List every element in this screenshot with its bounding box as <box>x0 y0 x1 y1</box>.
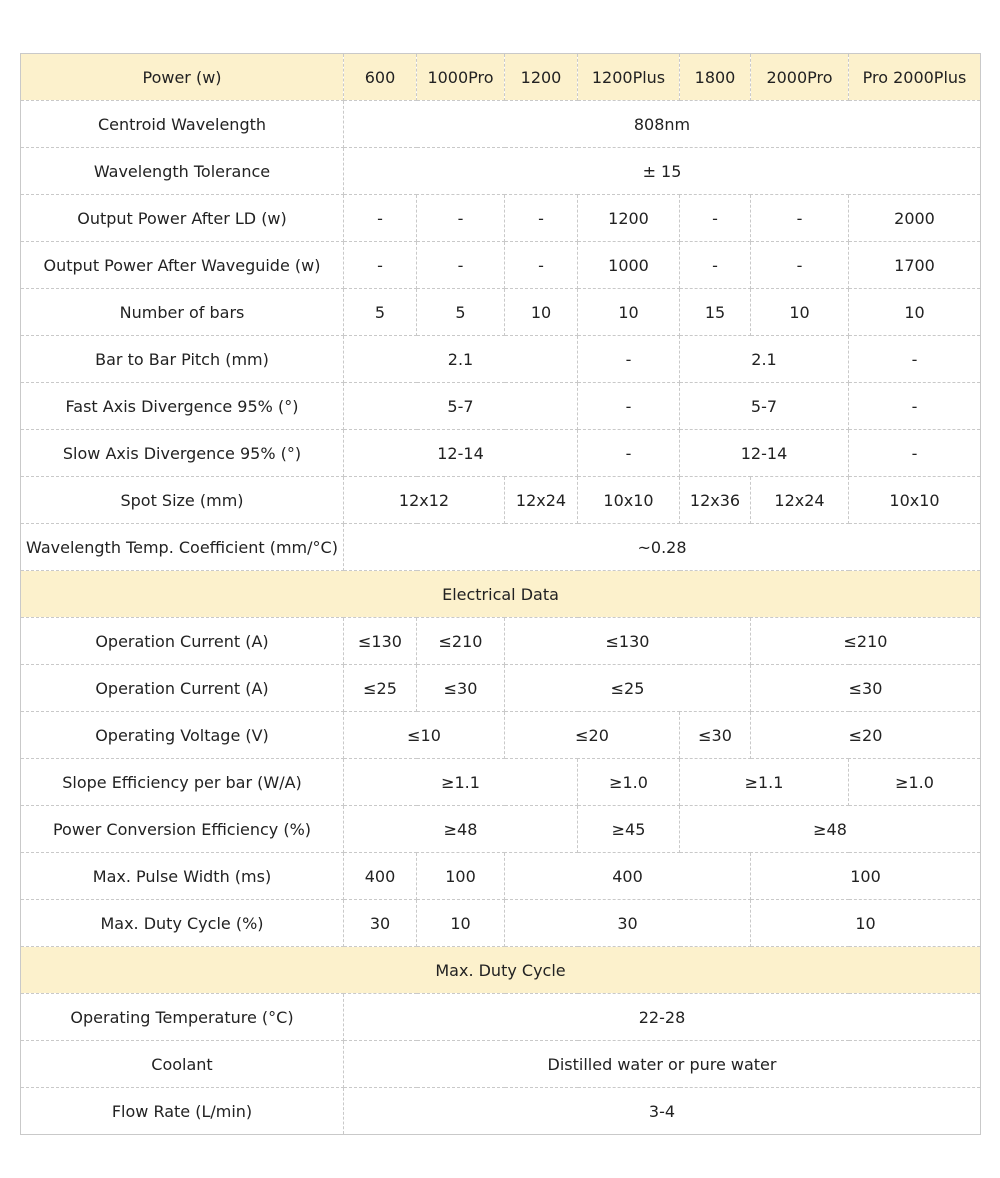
row-label: Slope Efficiency per bar (W/A) <box>21 759 344 806</box>
value-cell: 12x36 <box>680 477 751 524</box>
electrical-row <box>21 900 981 947</box>
value-cell: ≤25 <box>344 665 417 712</box>
value-cell: 10 <box>578 289 680 336</box>
optical-row <box>21 336 981 383</box>
optical-row <box>21 148 981 195</box>
row-label: Centroid Wavelength <box>21 101 344 148</box>
value-cell: 400 <box>505 853 751 900</box>
optical-row <box>21 289 981 336</box>
electrical-row <box>21 618 981 665</box>
spec-table-container <box>20 53 980 1135</box>
value-cell: 5-7 <box>344 383 578 430</box>
value-cell: - <box>578 336 680 383</box>
value-cell: ≤30 <box>680 712 751 759</box>
value-cell: 5 <box>417 289 505 336</box>
value-cell: ≤30 <box>417 665 505 712</box>
value-cell: 1000 <box>578 242 680 289</box>
value-cell: 1700 <box>849 242 981 289</box>
cooling-row <box>21 1088 981 1135</box>
value-cell: - <box>344 195 417 242</box>
header-label: Power (w) <box>21 54 344 101</box>
optical-row <box>21 477 981 524</box>
value-cell: 400 <box>344 853 417 900</box>
value-cell: 10 <box>505 289 578 336</box>
value-cell: - <box>849 336 981 383</box>
row-label: Output Power After Waveguide (w) <box>21 242 344 289</box>
value-cell: ≤20 <box>505 712 680 759</box>
value-cell: ≤130 <box>344 618 417 665</box>
value-cell: ≤10 <box>344 712 505 759</box>
model-2000pro: 2000Pro <box>751 54 849 101</box>
cooling-section-row <box>21 947 981 994</box>
optical-row <box>21 195 981 242</box>
cooling-section-title: Max. Duty Cycle <box>21 947 981 994</box>
value-cell: - <box>578 383 680 430</box>
value-cell: 100 <box>417 853 505 900</box>
row-label: Coolant <box>21 1041 344 1088</box>
value-cell: 15 <box>680 289 751 336</box>
row-label: Max. Duty Cycle (%) <box>21 900 344 947</box>
value-cell: ≥1.1 <box>680 759 849 806</box>
value-cell: - <box>417 242 505 289</box>
row-label: Slow Axis Divergence 95% (°) <box>21 430 344 477</box>
value-cell: 5-7 <box>680 383 849 430</box>
row-label: Fast Axis Divergence 95% (°) <box>21 383 344 430</box>
row-label: Operation Current (A) <box>21 665 344 712</box>
row-label: Power Conversion Efficiency (%) <box>21 806 344 853</box>
value-cell: - <box>505 242 578 289</box>
value-cell: ~0.28 <box>344 524 981 571</box>
value-cell: 12x12 <box>344 477 505 524</box>
value-cell: ≥1.0 <box>849 759 981 806</box>
model-1000pro: 1000Pro <box>417 54 505 101</box>
value-cell: 10 <box>751 289 849 336</box>
value-cell: ≤210 <box>751 618 981 665</box>
value-cell: - <box>344 242 417 289</box>
model-1800: 1800 <box>680 54 751 101</box>
model-600: 600 <box>344 54 417 101</box>
electrical-row <box>21 712 981 759</box>
value-cell: 10 <box>417 900 505 947</box>
value-cell: - <box>578 430 680 477</box>
row-label: Bar to Bar Pitch (mm) <box>21 336 344 383</box>
spec-table-body <box>21 54 981 1135</box>
value-cell: ≤210 <box>417 618 505 665</box>
value-cell: 10 <box>751 900 981 947</box>
electrical-row <box>21 665 981 712</box>
electrical-section-row <box>21 571 981 618</box>
electrical-section-title: Electrical Data <box>21 571 981 618</box>
value-cell: 10x10 <box>849 477 981 524</box>
value-cell: - <box>751 242 849 289</box>
electrical-row <box>21 853 981 900</box>
value-cell: ≥48 <box>344 806 578 853</box>
value-cell: - <box>680 242 751 289</box>
value-cell: 3-4 <box>344 1088 981 1135</box>
value-cell: 2.1 <box>680 336 849 383</box>
value-cell: 10 <box>849 289 981 336</box>
row-label: Wavelength Temp. Coefficient (mm/°C) <box>21 524 344 571</box>
value-cell: ≤20 <box>751 712 981 759</box>
value-cell: 808nm <box>344 101 981 148</box>
value-cell: 10x10 <box>578 477 680 524</box>
model-pro-2000plus: Pro 2000Plus <box>849 54 981 101</box>
spec-table <box>20 53 981 1135</box>
optical-row <box>21 383 981 430</box>
value-cell: - <box>680 195 751 242</box>
electrical-row <box>21 806 981 853</box>
row-label: Flow Rate (L/min) <box>21 1088 344 1135</box>
value-cell: - <box>849 430 981 477</box>
value-cell: ≥45 <box>578 806 680 853</box>
value-cell: 30 <box>344 900 417 947</box>
value-cell: 22-28 <box>344 994 981 1041</box>
value-cell: ≥48 <box>680 806 981 853</box>
row-label: Output Power After LD (w) <box>21 195 344 242</box>
value-cell: ≤30 <box>751 665 981 712</box>
value-cell: ≤130 <box>505 618 751 665</box>
value-cell: 2.1 <box>344 336 578 383</box>
row-label: Spot Size (mm) <box>21 477 344 524</box>
value-cell: 5 <box>344 289 417 336</box>
optical-row <box>21 524 981 571</box>
value-cell: 100 <box>751 853 981 900</box>
value-cell: ≤25 <box>505 665 751 712</box>
value-cell: - <box>751 195 849 242</box>
row-label: Operating Temperature (°C) <box>21 994 344 1041</box>
value-cell: 12x24 <box>505 477 578 524</box>
model-1200plus: 1200Plus <box>578 54 680 101</box>
value-cell: ≥1.1 <box>344 759 578 806</box>
header-row <box>21 54 981 101</box>
row-label: Operation Current (A) <box>21 618 344 665</box>
value-cell: 12-14 <box>344 430 578 477</box>
cooling-row <box>21 1041 981 1088</box>
row-label: Number of bars <box>21 289 344 336</box>
value-cell: Distilled water or pure water <box>344 1041 981 1088</box>
electrical-row <box>21 759 981 806</box>
optical-row <box>21 430 981 477</box>
row-label: Wavelength Tolerance <box>21 148 344 195</box>
value-cell: ± 15 <box>344 148 981 195</box>
value-cell: 30 <box>505 900 751 947</box>
value-cell: - <box>505 195 578 242</box>
optical-row <box>21 101 981 148</box>
value-cell: ≥1.0 <box>578 759 680 806</box>
cooling-row <box>21 994 981 1041</box>
value-cell: 2000 <box>849 195 981 242</box>
optical-row <box>21 242 981 289</box>
value-cell: 1200 <box>578 195 680 242</box>
row-label: Max. Pulse Width (ms) <box>21 853 344 900</box>
value-cell: 12x24 <box>751 477 849 524</box>
value-cell: - <box>417 195 505 242</box>
model-1200: 1200 <box>505 54 578 101</box>
value-cell: - <box>849 383 981 430</box>
value-cell: 12-14 <box>680 430 849 477</box>
row-label: Operating Voltage (V) <box>21 712 344 759</box>
